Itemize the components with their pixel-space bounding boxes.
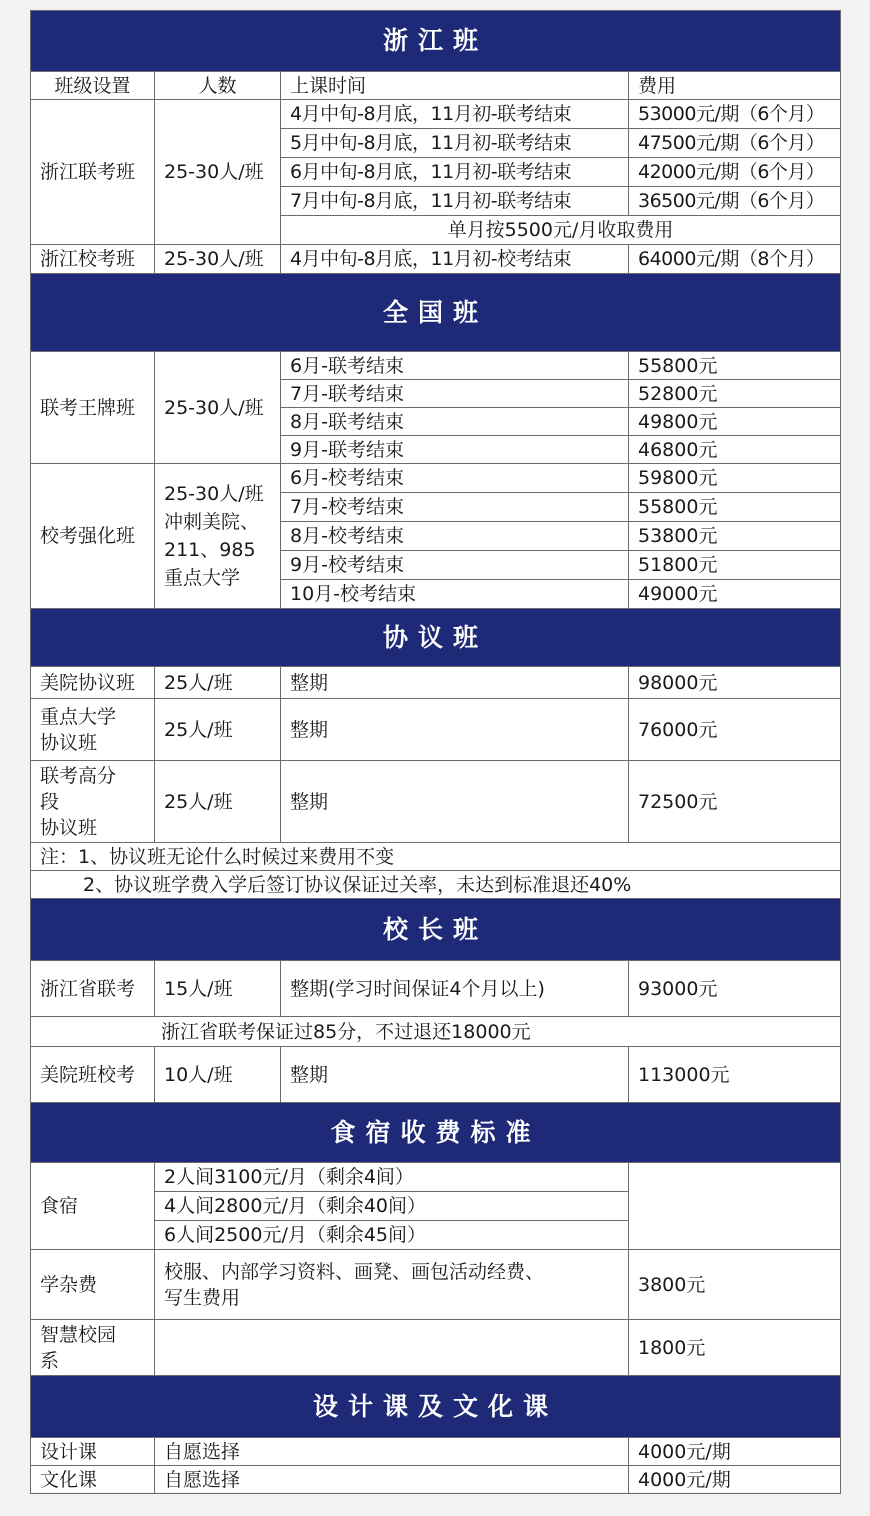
class-fee: 42000元/期（6个月） [629, 158, 841, 187]
class-size-line: 冲刺美院、 [164, 511, 260, 533]
monthly-note: 单月按5500元/月收取费用 [281, 216, 841, 245]
class-time: 7月-校考结束 [281, 493, 629, 522]
table-row [31, 1047, 841, 1103]
section-title: 校长班 [31, 899, 841, 961]
class-fee: 53000元/期（6个月） [629, 100, 841, 129]
table-row [31, 1320, 841, 1376]
table-row [31, 761, 841, 843]
class-fee: 55800元 [629, 493, 841, 522]
class-size-line: 211、985 [164, 539, 256, 561]
section-title: 协议班 [31, 609, 841, 667]
section-title: 设计课及文化课 [31, 1376, 841, 1438]
class-time: 9月-校考结束 [281, 551, 629, 580]
course-choice: 自愿选择 [155, 1438, 629, 1466]
class-time: 7月-联考结束 [281, 380, 629, 408]
principal-note: 浙江省联考保证过85分，不过退还18000元 [31, 1017, 841, 1047]
class-fee: 47500元/期（6个月） [629, 129, 841, 158]
course-fee: 4000元/期 [629, 1438, 841, 1466]
class-time: 5月中旬-8月底，11月初-联考结束 [281, 129, 629, 158]
class-size [155, 464, 281, 609]
table-row [31, 464, 841, 493]
fee-sheet [30, 10, 840, 1492]
column-header-row [31, 72, 841, 100]
table-row [31, 961, 841, 1017]
class-size: 25-30人/班 [155, 352, 281, 464]
class-name: 联考王牌班 [31, 352, 155, 464]
table-row [31, 1250, 841, 1320]
class-fee: 46800元 [629, 436, 841, 464]
class-name-line: 段 [40, 790, 60, 813]
class-time: 整期(学习时间保证4个月以上) [281, 961, 629, 1017]
fee-amount [629, 1163, 841, 1250]
class-time: 整期 [281, 667, 629, 699]
class-time: 4月中旬-8月底，11月初-联考结束 [281, 100, 629, 129]
class-fee: 113000元 [629, 1047, 841, 1103]
class-fee: 49000元 [629, 580, 841, 609]
class-fee: 72500元 [629, 761, 841, 843]
table-row [31, 1438, 841, 1466]
fee-item-name: 学杂费 [31, 1250, 155, 1320]
class-time: 10月-校考结束 [281, 580, 629, 609]
class-name: 浙江校考班 [31, 245, 155, 274]
class-name [31, 699, 155, 761]
room-option: 4人间2800元/月（剩余40间） [155, 1192, 629, 1221]
class-size: 25-30人/班 [155, 245, 281, 274]
misc-line: 写生费用 [164, 1286, 241, 1309]
misc-line: 校服、内部学习资料、画凳、画包活动经费、 [164, 1260, 545, 1283]
class-time: 7月中旬-8月底，11月初-联考结束 [281, 187, 629, 216]
fee-amount: 1800元 [629, 1320, 841, 1376]
agreement-note-2: 2、协议班学费入学后签订协议保证过关率，未达到标准退还40% [31, 871, 841, 899]
class-fee: 51800元 [629, 551, 841, 580]
class-name [31, 761, 155, 843]
class-fee: 55800元 [629, 352, 841, 380]
class-time: 8月-校考结束 [281, 522, 629, 551]
section-design [31, 1376, 841, 1438]
class-size: 15人/班 [155, 961, 281, 1017]
class-name-line: 协议班 [40, 731, 98, 754]
fee-table [30, 10, 841, 1494]
class-fee: 52800元 [629, 380, 841, 408]
class-size: 25人/班 [155, 761, 281, 843]
fee-item-name: 食宿 [31, 1163, 155, 1250]
class-name: 校考强化班 [31, 464, 155, 609]
table-row [31, 245, 841, 274]
class-time: 整期 [281, 1047, 629, 1103]
class-time: 6月-联考结束 [281, 352, 629, 380]
class-name-line: 协议班 [40, 816, 98, 839]
section-principal [31, 899, 841, 961]
col-header-time: 上课时间 [281, 72, 629, 100]
note-row [31, 843, 841, 871]
section-board [31, 1103, 841, 1163]
section-title: 食宿收费标准 [31, 1103, 841, 1163]
agreement-note-1: 注：1、协议班无论什么时候过来费用不变 [31, 843, 841, 871]
table-row [31, 100, 841, 129]
empty-cell [155, 1320, 629, 1376]
note-row [31, 1017, 841, 1047]
class-fee: 76000元 [629, 699, 841, 761]
course-fee: 4000元/期 [629, 1466, 841, 1494]
class-time: 6月中旬-8月底，11月初-联考结束 [281, 158, 629, 187]
course-choice: 自愿选择 [155, 1466, 629, 1494]
section-zhejiang [31, 11, 841, 72]
class-name: 浙江省联考 [31, 961, 155, 1017]
class-time: 6月-校考结束 [281, 464, 629, 493]
course-name: 设计课 [31, 1438, 155, 1466]
section-national [31, 274, 841, 352]
note-row [31, 871, 841, 899]
class-time: 8月-联考结束 [281, 408, 629, 436]
class-name: 美院协议班 [31, 667, 155, 699]
class-size: 25-30人/班 [155, 100, 281, 245]
room-option: 2人间3100元/月（剩余4间） [155, 1163, 629, 1192]
class-fee: 93000元 [629, 961, 841, 1017]
class-name: 美院班校考 [31, 1047, 155, 1103]
section-title: 浙江班 [31, 11, 841, 72]
table-row [31, 1466, 841, 1494]
section-title: 全国班 [31, 274, 841, 352]
fee-item-line: 智慧校园 [40, 1323, 117, 1346]
table-row [31, 699, 841, 761]
fee-amount: 3800元 [629, 1250, 841, 1320]
class-name: 浙江联考班 [31, 100, 155, 245]
class-fee: 36500元/期（6个月） [629, 187, 841, 216]
class-size: 25人/班 [155, 699, 281, 761]
class-size-line: 25-30人/班 [164, 483, 264, 505]
class-time: 9月-联考结束 [281, 436, 629, 464]
misc-description [155, 1250, 629, 1320]
class-fee: 49800元 [629, 408, 841, 436]
table-row [31, 667, 841, 699]
class-time: 4月中旬-8月底，11月初-校考结束 [281, 245, 629, 274]
col-header-class: 班级设置 [31, 72, 155, 100]
class-fee: 53800元 [629, 522, 841, 551]
class-fee: 64000元/期（8个月） [629, 245, 841, 274]
col-header-size: 人数 [155, 72, 281, 100]
class-size: 25人/班 [155, 667, 281, 699]
table-row [31, 352, 841, 380]
class-name-line: 重点大学 [40, 705, 117, 728]
room-option: 6人间2500元/月（剩余45间） [155, 1221, 629, 1250]
class-time: 整期 [281, 761, 629, 843]
class-size-line: 重点大学 [164, 567, 241, 589]
table-row [31, 1163, 841, 1192]
class-fee: 59800元 [629, 464, 841, 493]
course-name: 文化课 [31, 1466, 155, 1494]
col-header-fee: 费用 [629, 72, 841, 100]
class-name-line: 联考高分 [40, 764, 117, 787]
fee-item-line: 系 [40, 1349, 60, 1372]
class-fee: 98000元 [629, 667, 841, 699]
section-agreement [31, 609, 841, 667]
class-size: 10人/班 [155, 1047, 281, 1103]
fee-item-name [31, 1320, 155, 1376]
class-time: 整期 [281, 699, 629, 761]
